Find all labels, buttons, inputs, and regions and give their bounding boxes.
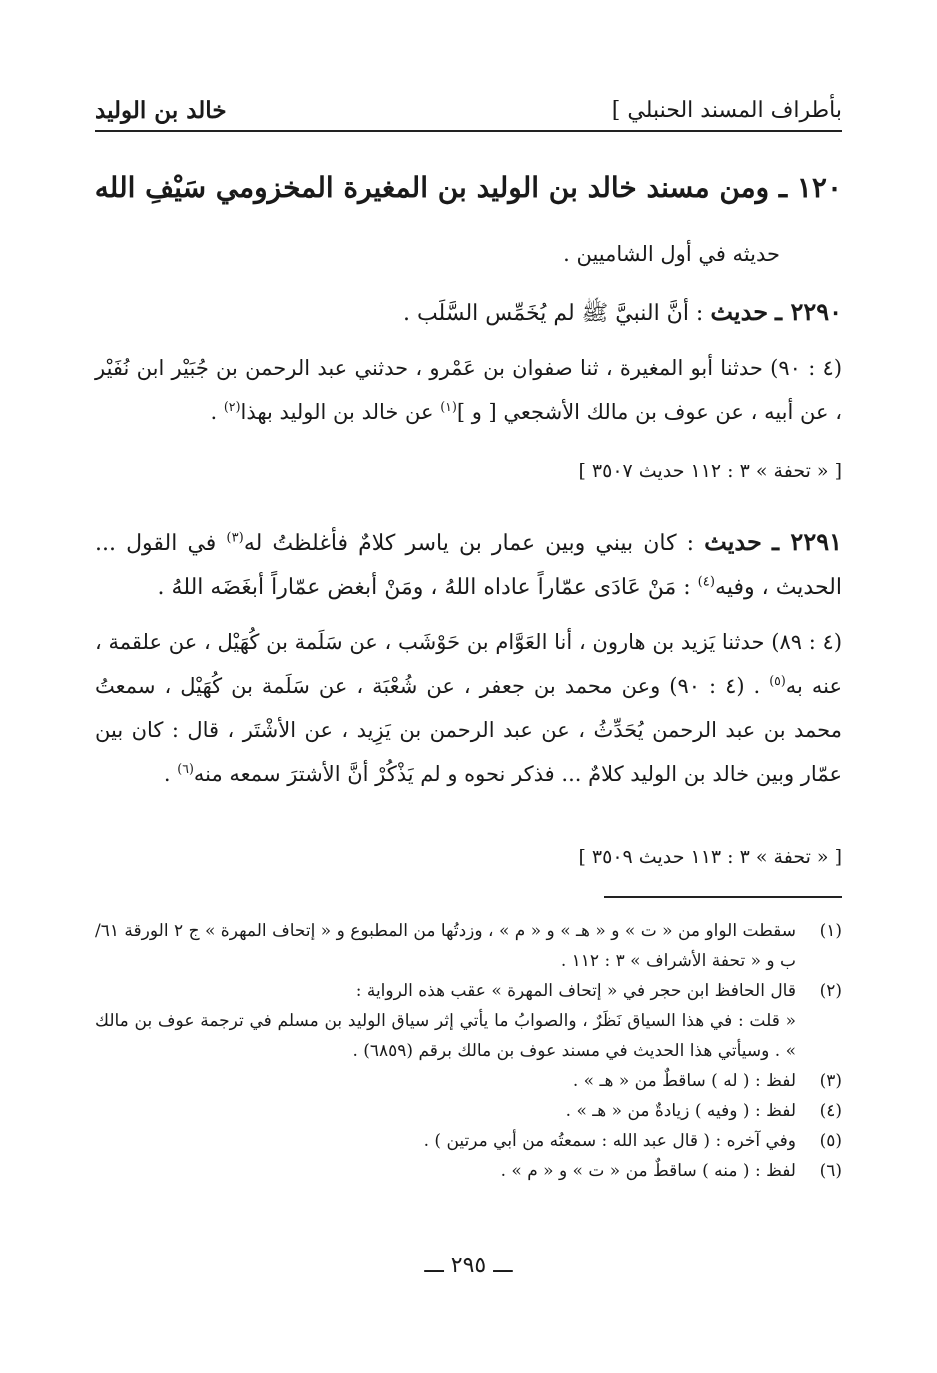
tuhfa-reference: [ « تحفة » ٣ : ١١٢ حديث ٣٥٠٧ ] xyxy=(578,460,842,482)
footnote xyxy=(95,1156,842,1186)
isnad-reference: (٤ : ٩٠) xyxy=(770,356,843,380)
isnad-chain: حدثنا يَزيد بن هارون ، أنا العَوَّام بن حَوْشَب ، عن سَلَمة بن كُهَيْل ، عن علقمة ، عنه به xyxy=(95,630,843,698)
isnad-chain: حدثنا أبو المغيرة ، ثنا صفوان بن عَمْرو ، حدثني عبد الرحمن بن جُبَيْر ابن نُفَيْر ، عن أبيه ، عن عوف بن مالك الأشجعي [ و ] xyxy=(95,356,842,424)
footnote xyxy=(95,1066,842,1096)
footnote-number: (٢) xyxy=(819,981,842,1001)
footnote-number: (٥) xyxy=(819,1131,842,1151)
footnote-ref-3: (٣) xyxy=(226,530,244,546)
hadith-keyword: حديث xyxy=(704,527,762,556)
hadith-keyword: حديث xyxy=(710,297,769,326)
hadith-matn-cont: في القول ... الحديث ، وفيه xyxy=(95,531,842,600)
tuhfa-reference: [ « تحفة » ٣ : ١١٣ حديث ٣٥٠٩ ] xyxy=(578,846,842,868)
hadith-number: ٢٢٩٠ ـ xyxy=(775,297,842,326)
header-section-name: خالد بن الوليد xyxy=(95,97,227,124)
footnote-ref-6: (٦) xyxy=(177,761,194,776)
running-header xyxy=(95,92,842,132)
hadith-matn: : أنَّ النبيَّ ﷺ لم يُخَمِّس السَّلَب . xyxy=(402,301,704,326)
chapter-title: ١٢٠ ـ ومن مسند خالد بن الوليد بن المغيرة المخزومي سَيْفِ الله xyxy=(94,171,842,204)
footnote-separator xyxy=(604,896,842,898)
isnad-chain-end: عن خالد بن الوليد بهذا xyxy=(240,400,434,424)
hadith-2291-isnad xyxy=(95,620,842,796)
page-number: ـــ ٢٩٥ ـــ xyxy=(424,1253,513,1278)
header-book-title: بأطراف المسند الحنبلي ] xyxy=(611,98,842,123)
footnote-number: (٦) xyxy=(819,1161,842,1181)
isnad-period: . xyxy=(210,400,218,424)
footnote-number: (١) xyxy=(819,921,842,941)
footnote-number: (٣) xyxy=(819,1071,842,1091)
footnote xyxy=(95,916,842,976)
footnote xyxy=(95,976,842,1066)
isnad-period: . xyxy=(163,762,171,786)
isnad-chain-cont: . (٤ : ٩٠) وعن محمد بن جعفر ، عن شُعْبَة ، عن سَلَمة بن كُهَيْل ، سمعتُ محمد بن عبد الرحمن يُحَدِّثُ ، عن عبد الرحمن بن يَزِيد ، عن الأشْتَر ، قال : كان بين عمّار وبين خالد بن الوليد كلامٌ ... فذكر نحوه و لم يَذْكُرْ أنَّ الأشترَ سمعه منه xyxy=(95,674,842,786)
footnote-text: لفظ : ( منه ) ساقطٌ من « ت » و « م » . xyxy=(500,1161,796,1181)
footnote-ref-4: (٤) xyxy=(697,574,716,590)
hadith-number: ٢٢٩١ ـ xyxy=(771,527,842,556)
footnotes xyxy=(95,916,842,1186)
footnote-text: لفظ : ( له ) ساقطٌ من « هـ » . xyxy=(572,1071,796,1091)
hadith-matn: : كان بيني وبين عمار بن ياسر كلامٌ فأغلظتُ له xyxy=(243,531,695,556)
chapter-intro: حديثه في أول الشاميين . xyxy=(563,242,780,266)
hadith-2291-text xyxy=(95,520,842,610)
footnote-text: وفي آخره : ( قال عبد الله : سمعتُه من أبي مرتين ) . xyxy=(423,1131,796,1151)
footnote-text: قال الحافظ ابن حجر في « إتحاف المهرة » عقب هذه الرواية : xyxy=(355,981,796,1001)
footnote-text: لفظ : ( وفيه ) زيادةٌ من « هـ » . xyxy=(565,1101,796,1121)
footnote-number: (٤) xyxy=(819,1101,842,1121)
footnote-quote: « قلت : في هذا السياق نَظَرٌ ، والصوابُ ما يأتي إثر سياق الوليد بن مسلم في ترجمة عوف بن مالك » . وسيأتي هذا الحديث في مسند عوف بن مالك برقم (٦٨٥٩) . xyxy=(95,1011,796,1061)
footnote xyxy=(95,1126,842,1156)
hadith-2290-isnad xyxy=(95,346,842,434)
footnote-ref-2: (٢) xyxy=(223,399,241,414)
hadith-2290-text xyxy=(95,290,842,336)
isnad-reference: (٤ : ٨٩) xyxy=(771,630,843,654)
footnote-text: سقطت الواو من « ت » و « هـ » و « م » ، وزدتُها من المطبوع و « إتحاف المهرة » ج ٢ الورقة ٦١/ ب و « تحفة الأشراف » ٣ : ١١٢ . xyxy=(95,921,796,971)
footnote-ref-1: (١) xyxy=(440,399,457,414)
footnote-ref-5: (٥) xyxy=(769,673,786,688)
footnote xyxy=(95,1096,842,1126)
hadith-matn-end: : مَنْ عَادَى عمّاراً عاداه اللهُ ، ومَنْ أبغض عمّاراً أبغَضَه اللهُ . xyxy=(157,575,691,600)
